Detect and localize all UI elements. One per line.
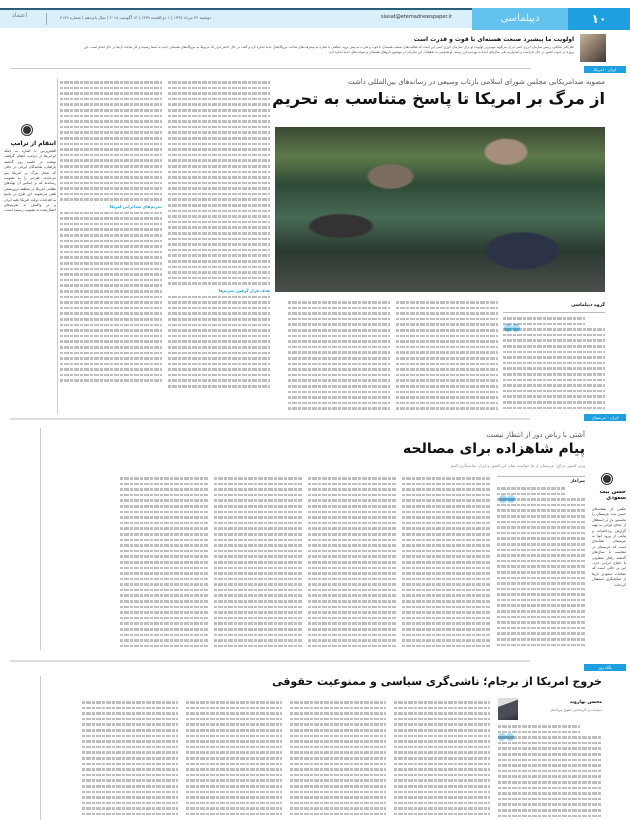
- article3-column-2: [394, 700, 490, 820]
- section-email[interactable]: siasat@etemadnewspaper.ir: [381, 14, 452, 20]
- sidebar1-text: الفجرپرس با اشاره به اینکه ایرانی‌ها از ترامپ انتقام گرفتند، نوشت در جلسه روز گذشته پارلمان، نمایندگان ایرانی در حالی که شعار مرگ بر امریکا سر می‌دادند، طرحی را به تصویب رساندند که بر اساس آن نهادهای نظامی امریکا در منطقه تروریستی تلقی می‌شوند. این طرح در پاسخ به اقدامات دولت امریکا علیه ایران و در واکنش به تحریم‌های اعمال‌شده به تصویب رسیده است.: [4, 149, 56, 213]
- top-quote-title: اولویت ما پیشبرد صنعت هسته‌ای با قوت و قدرت است: [413, 36, 574, 43]
- column-divider: [57, 78, 58, 414]
- article1-subhead: هدف قرار گرفتن تحریم‌ها: [218, 287, 270, 293]
- divider: [497, 476, 585, 477]
- divider: [10, 418, 530, 420]
- article1-column-3: [288, 300, 390, 414]
- article1-column-1: [503, 316, 605, 414]
- page-header: [0, 8, 630, 28]
- article2-subhead: سرآغاز: [570, 478, 585, 483]
- article2-column-4: [214, 476, 302, 650]
- column-divider: [40, 676, 41, 820]
- article2-column-1: [497, 486, 585, 650]
- salehi-photo: [580, 34, 606, 62]
- article3-author-title: دیپلمات و کارشناس حقوق بین‌الملل: [549, 708, 602, 712]
- article1-author: گروه دیپلماسی: [571, 303, 605, 308]
- author-photo: [498, 698, 518, 720]
- newspaper-logo: اعتماد: [12, 12, 28, 19]
- pin-icon: [602, 474, 612, 484]
- article1-kicker: مصوبه ضدامریکایی مجلس شورای اسلامی بازتاب وسیعی در رسانه‌های بین‌المللی داشت: [347, 78, 605, 86]
- sidebar1-title: انتقام از ترامپ: [10, 140, 56, 147]
- article1-subhead: تحریم‌های ضدایرانی امریکا: [109, 204, 162, 210]
- article2-deck: وزیر کشور عراق: عربستان از ما خواست میان این کشور و ایران میانجیگری کنیم: [451, 463, 585, 468]
- pin-icon: [22, 125, 32, 135]
- divider: [10, 660, 530, 662]
- article1-column-5: [60, 80, 162, 414]
- sidebar2-text: عکس از نشانه‌های حسن نیت عربستان را نخستین بار در استقلال از حجاج ایرانی به تهیه گزارش پرداخته‌اند و پیامی از ورود آنها به عربستان نشانه‌ای است که عربستان در مقایسه با سال‌های گذشته رفتار متفاوتی با حجاج ایرانی دارد. این در حالی است که مقامات سعودی بارها از میانجیگری استقبال کرده‌اند.: [592, 507, 626, 587]
- page-number: ۱۰: [568, 8, 630, 30]
- article1-column-4: [168, 80, 270, 414]
- article3-column-4: [186, 700, 282, 820]
- section-name: دیپلماسی: [472, 8, 568, 30]
- date-line: دوشنبه ۲۲ مرداد ۱۳۹۷ | ۱ ذی‌القعده ۱۴۳۹ | ۱۳ آگوست ۲۰۱۸ | سال پانزدهم | شماره ۴۱۷۹: [60, 15, 212, 20]
- article1-column-2: [396, 300, 498, 414]
- top-quote-text: علی‌اکبر صالحی، رییس سازمان انرژی اتمی ایران می‌گوید مهم‌ترین اولویت او برای سازمان انرژی اتمی این است که فعالیت‌های صنعت هسته‌ای با قوت و قدرت به پیش برود. صالحی با اشاره به پیشرفت‌های ساخت نیروگاه‌های جدید اشاره کرد و گفت در حال حاضر قرار داد مربوط به نیروگاه‌های هسته‌ای جدید به امضا رسیده و کار ساخت آن‌ها در حال انجام است. این پروژه در جنوب کشور در حال اجراست و امیدواریم طی سال‌های آینده به بهره‌برداری برسد. او همچنین به تحقیقات این سازمان در موضوع داروهای هسته‌ای و سوخت‌های جدید اشاره کرد.: [84, 45, 574, 54]
- article3-column-5: [82, 700, 178, 820]
- section-tag-view: نگاه روز: [584, 664, 626, 671]
- article2-headline: پیام شاهزاده برای مصالحه: [403, 441, 585, 457]
- sidebar2-author: حسن بیت سعودی: [599, 489, 626, 501]
- article3-headline: خروج امریکا از برجام؛ ناشی‌گری سیاسی و ممنوعیت حقوقی: [272, 675, 602, 688]
- divider: [10, 68, 530, 69]
- article3-column-3: [290, 700, 386, 820]
- section-tag-iran-saudi: ایران - عربستان: [584, 414, 626, 421]
- column-divider: [40, 428, 41, 650]
- section-tag-iran-us: ایران - امریکا: [584, 66, 626, 73]
- article2-column-3: [308, 476, 396, 650]
- divider: [46, 13, 47, 25]
- article2-column-5: [120, 476, 208, 650]
- article3-author: محسن بهاروند: [569, 700, 602, 705]
- divider: [503, 312, 605, 313]
- article2-kicker: آشتی با ریاض دور از انتظار نیست: [486, 431, 585, 439]
- article1-headline: از مرگ بر امریکا تا پاسخ متناسب به تحریم: [272, 89, 605, 108]
- parliament-photo: [275, 127, 605, 292]
- article2-column-2: [402, 476, 490, 650]
- article3-column-1: [498, 724, 602, 820]
